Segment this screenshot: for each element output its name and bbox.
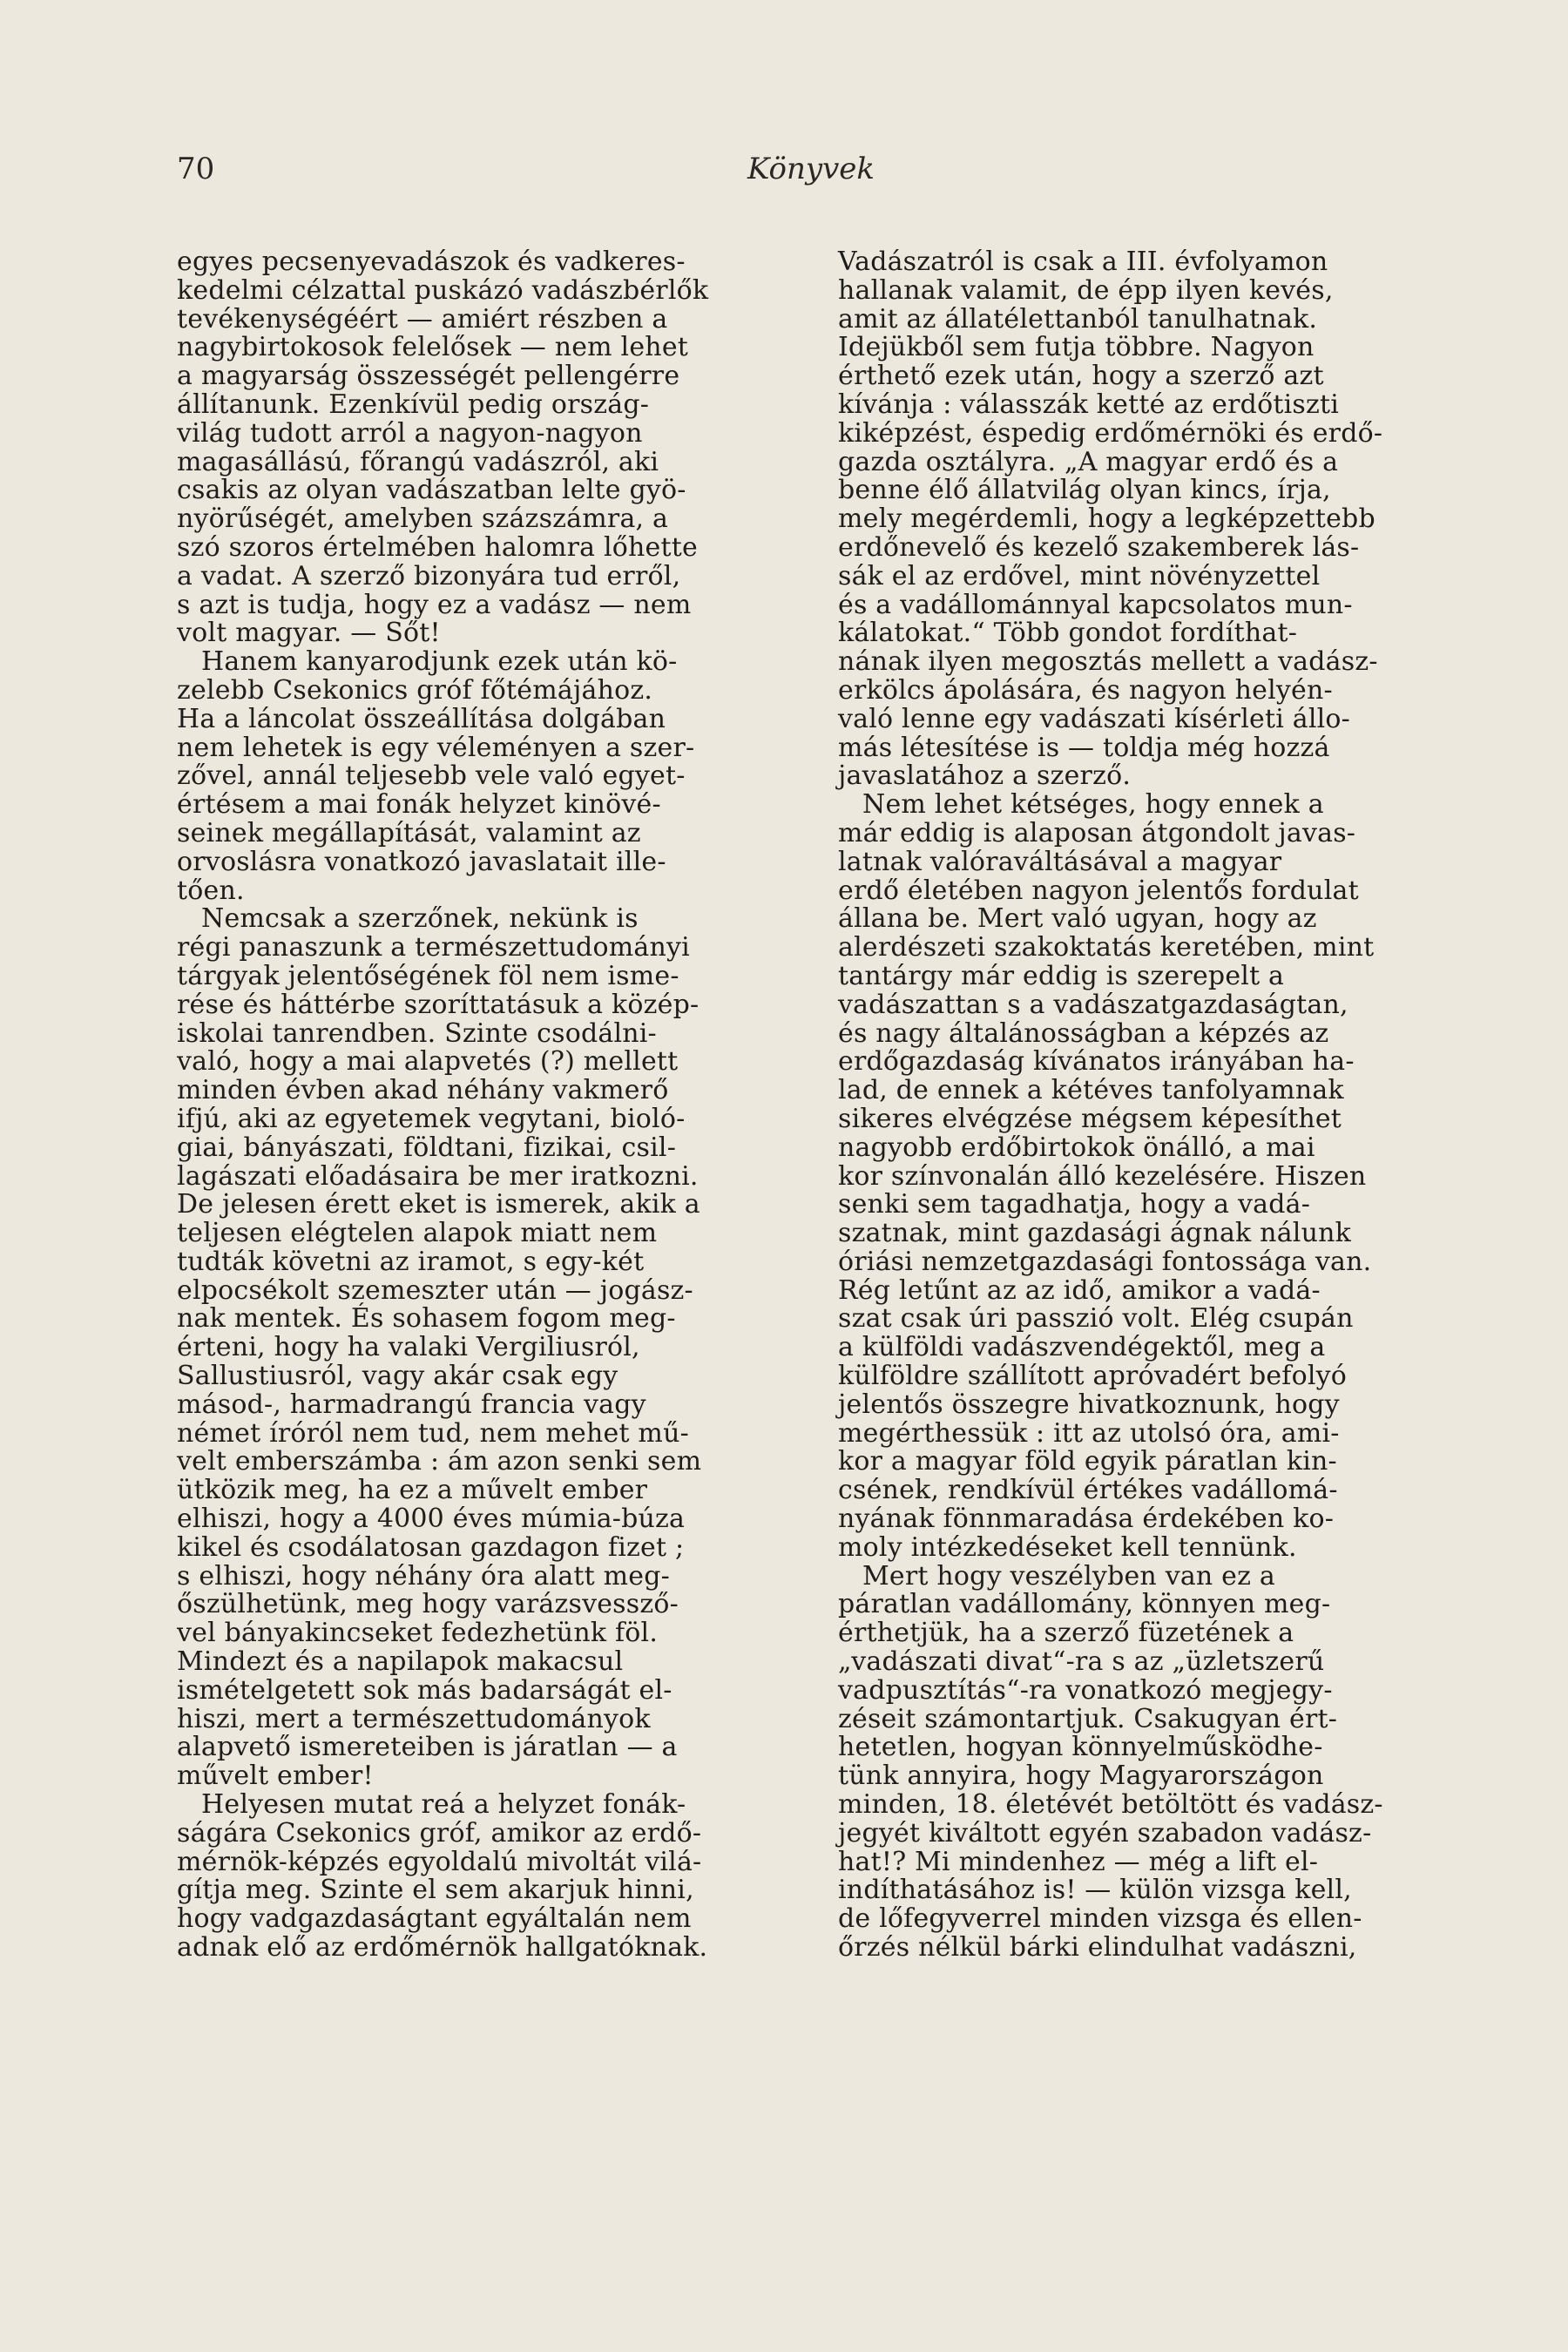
right-column [838, 248, 1448, 1963]
page-number: 70 [177, 152, 215, 186]
right-paragraph-3: Mert hogy veszélyben van ez a páratlan vadállomány, könnyen meg- érthetjük, ha a szerző füzetének a „vadászati divat“-ra s az „üzletszerű vadpusztítás“-ra vonatkozó megjegy- zéseit számontartjuk. Csakugyan ért- hetetlen, hogyan könnyelműsködhe- tünk annyira, hogy Magyarországon minden, 18. életévét betöltött és vadász- jegyét kiváltott egyén szabadon vadász- hat!? Mi mindenhez — még a lift el- indíthatásához is! — külön vizsga kell, de lőfegyverrel minden vizsga és ellen- őrzés nélkül bárki elindulhat vadászni, [838, 1560, 1383, 1963]
left-paragraph-1: egyes pecsenyevadászok és vadkeres- kedelmi célzattal puskázó vadászbérlők tevékenységéért — amiért részben a nagybirtokosok felelősek — nem lehet a magyarság összességét pellengérre állítanunk. Ezenkívül pedig ország- világ tudott arról a nagyon-nagyon magasállású, főrangú vadászról, aki csakis az olyan vadászatban lelte gyö- nyörűségét, amelyben százszámra, a szó szoros értelmében halomra lőhette a vadat. A szerző bizonyára tud erről, s azt is tudja, hogy ez a vadász — nem volt magyar. — Sőt! [177, 247, 709, 649]
left-paragraph-3: Nemcsak a szerzőnek, nekünk is régi panaszunk a természettudományi tárgyak jelentőségének föl nem isme- rése és háttérbe szoríttatásuk a közép- iskolai tanrendben. Szinte csodálni- való, hogy a mai alapvetés (?) mellett minden évben akad néhány vakmerő ifjú, aki az egyetemek vegytani, bioló- giai, bányászati, földtani, fizikai, csil- lagászati előadásaira be mer iratkozni. De jelesen érett eket is ismerek, akik a teljesen elégtelen alapok miatt nem tudták követni az iramot, s egy-két elpocsékolt szemeszter után — jogász- nak mentek. És sohasem fogom meg- érteni, hogy ha valaki Vergiliusról, Sallustiusról, vagy akár csak egy másod-, harmadrangú francia vagy német íróról nem tud, nem mehet mű- velt emberszámba : ám azon senki sem ütközik meg, ha ez a művelt ember elhiszi, hogy a 4000 éves múmia-búza kikel és csodálatosan gazdagon fizet ; s elhiszi, hogy néhány óra alatt meg- őszülhetünk, meg hogy varázsvessző- vel bányakincseket fedezhetünk föl. Mindezt és a napilapok makacsul ismételgetett sok más badarságát el- hiszi, mert a természettudományok alapvető ismereteiben is járatlan — a művelt ember! [177, 903, 702, 1792]
right-paragraph-2: Nem lehet kétséges, hogy ennek a már eddig is alaposan átgondolt javas- latnak valóraváltásával a magyar erdő életében nagyon jelentős fordulat állana be. Mert való ugyan, hogy az alerdészeti szakoktatás keretében, mint tantárgy már eddig is szerepelt a vadászattan s a vadászatgazdaságtan, és nagy általánosságban a képzés az erdőgazdaság kívánatos irányában ha- lad, de ennek a kétéves tanfolyamnak sikeres elvégzése mégsem képesíthet nagyobb erdőbirtokok önálló, a mai kor színvonalán álló kezelésére. Hiszen senki sem tagadhatja, hogy a vadá- szatnak, mint gazdasági ágnak nálunk óriási nemzetgazdasági fontossága van. Rég letűnt az az idő, amikor a vadá- szat csak úri passzió volt. Elég csupán a külföldi vadászvendégektől, meg a külföldre szállított apróvadért befolyó jelentős összegre hivatkoznunk, hogy megérthessük : itt az utolsó óra, ami- kor a magyar föld egyik páratlan kin- csének, rendkívül értékes vadállomá- nyának fönnmaradása érdekében ko- moly intézkedéseket kell tennünk. [838, 789, 1375, 1563]
running-head: Könyvek [747, 152, 875, 186]
right-paragraph-1: Vadászatról is csak a III. évfolyamon hallanak valamit, de épp ilyen kevés, amit az állatélettanból tanulhatnak. Idejükből sem futja többre. Nagyon érthető ezek után, hogy a szerző azt kívánja : válasszák ketté az erdőtiszti kiképzést, éspedig erdőmérnöki és erdő- gazda osztályra. „A magyar erdő és a benne élő állatvilág olyan kincs, írja, mely megérdemli, hogy a legképzettebb erdőnevelő és kezelő szakemberek lás- sák el az erdővel, mint növényzettel és a vadállománnyal kapcsolatos mun- kálatokat.“ Több gondot fordíthat- nának ilyen megosztás mellett a vadász- erkölcs ápolására, és nagyon helyén- való lenne egy vadászati kísérleti állo- más létesítése is — toldja még hozzá javaslatához a szerző. [838, 247, 1383, 792]
left-column [177, 248, 804, 1963]
left-paragraph-4: Helyesen mutat reá a helyzet fonák- ságára Csekonics gróf, amikor az erdő- mérnök-képzés egyoldalú mivoltát vilá- gítja meg. Szinte el sem akarjuk hinni, hogy vadgazdaságtant egyáltalán nem adnak elő az erdőmérnök hallgatóknak. [177, 1789, 708, 1963]
left-paragraph-2: Hanem kanyarodjunk ezek után kö- zelebb Csekonics gróf főtémájához. Ha a láncolat összeállítása dolgában nem lehetek is egy véleményen a szer- zővel, annál teljesebb vele való egyet- értésem a mai fonák helyzet kinövé- seinek megállapítását, valamint az orvoslásra vonatkozó javaslatait ille- tően. [177, 646, 695, 906]
